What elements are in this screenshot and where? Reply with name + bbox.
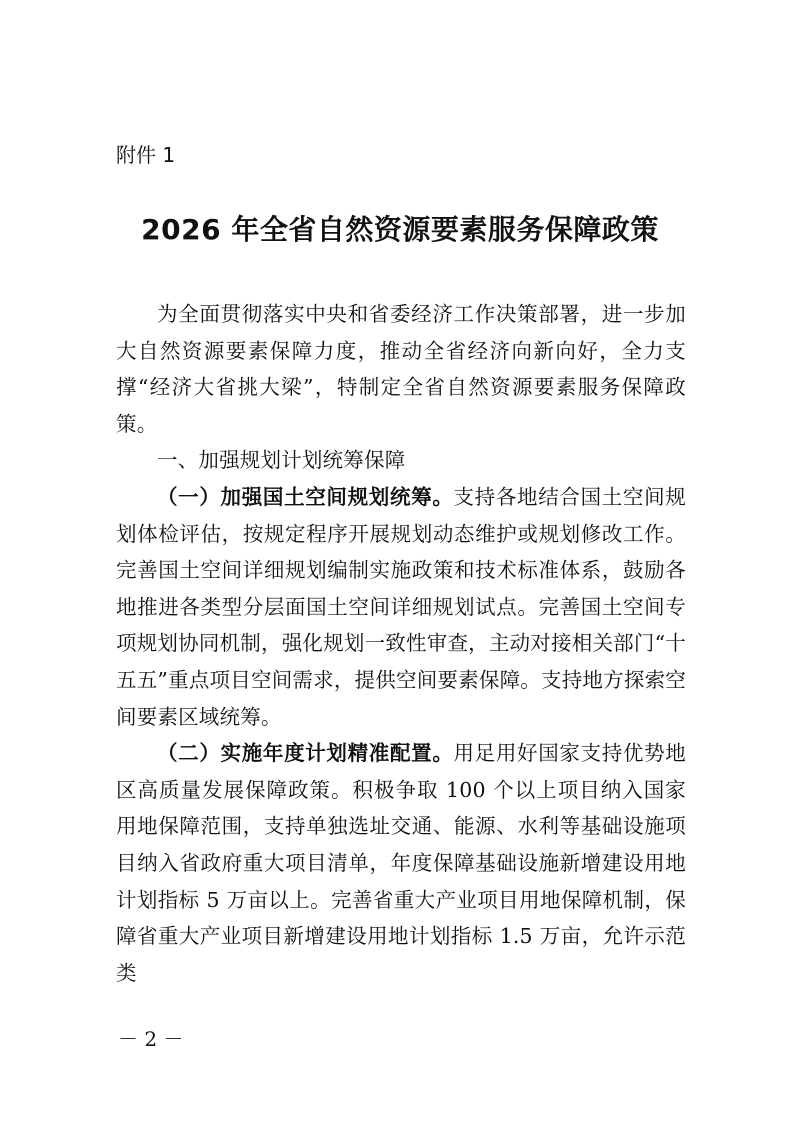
attachment-label: 附件 1 bbox=[116, 143, 176, 167]
document-title: 2026 年全省自然资源要素服务保障政策 bbox=[141, 213, 659, 246]
document-body bbox=[116, 296, 686, 991]
item-1-text: 支持各地结合国土空间规划体检评估，按规定程序开展规划动态维护或规划修改工作。完善国土空间详细规划编制实施政策和技术标准体系，鼓励各地推进各类型分层面国土空间详细规划试点。完善国土空间专项规划协同机制，强化规划一致性审查，主动对接相关部门“十五五”重点项目空间需求，提供空间要素保障。支持地方探索空间要素区域统筹。 bbox=[116, 484, 686, 729]
page-number: － 2 － bbox=[118, 1027, 184, 1051]
item-1-paragraph bbox=[116, 479, 686, 735]
item-2-paragraph bbox=[116, 735, 686, 991]
item-2-text: 用足用好国家支持优势地区高质量发展保障政策。积极争取 100 个以上项目纳入国家用地保障范围，支持单独选址交通、能源、水利等基础设施项目纳入省政府重大项目清单，年度保障基础设施新增建设用地计划指标 5 万亩以上。完善省重大产业项目用地保障机制，保障省重大产业项目新增建设用地计划指标 1.5 万亩，允许示范类 bbox=[116, 741, 686, 985]
item-2-lead: （二）实施年度计划精准配置。 bbox=[157, 741, 454, 766]
item-1-lead: （一）加强国土空间规划统筹。 bbox=[157, 484, 454, 509]
intro-paragraph: 为全面贯彻落实中央和省委经济工作决策部署，进一步加大自然资源要素保障力度，推动全省经济向新向好，全力支撑“经济大省挑大梁”，特制定全省自然资源要素服务保障政策。 bbox=[116, 302, 686, 436]
section-1-heading: 一、加强规划计划统筹保障 bbox=[157, 448, 406, 473]
